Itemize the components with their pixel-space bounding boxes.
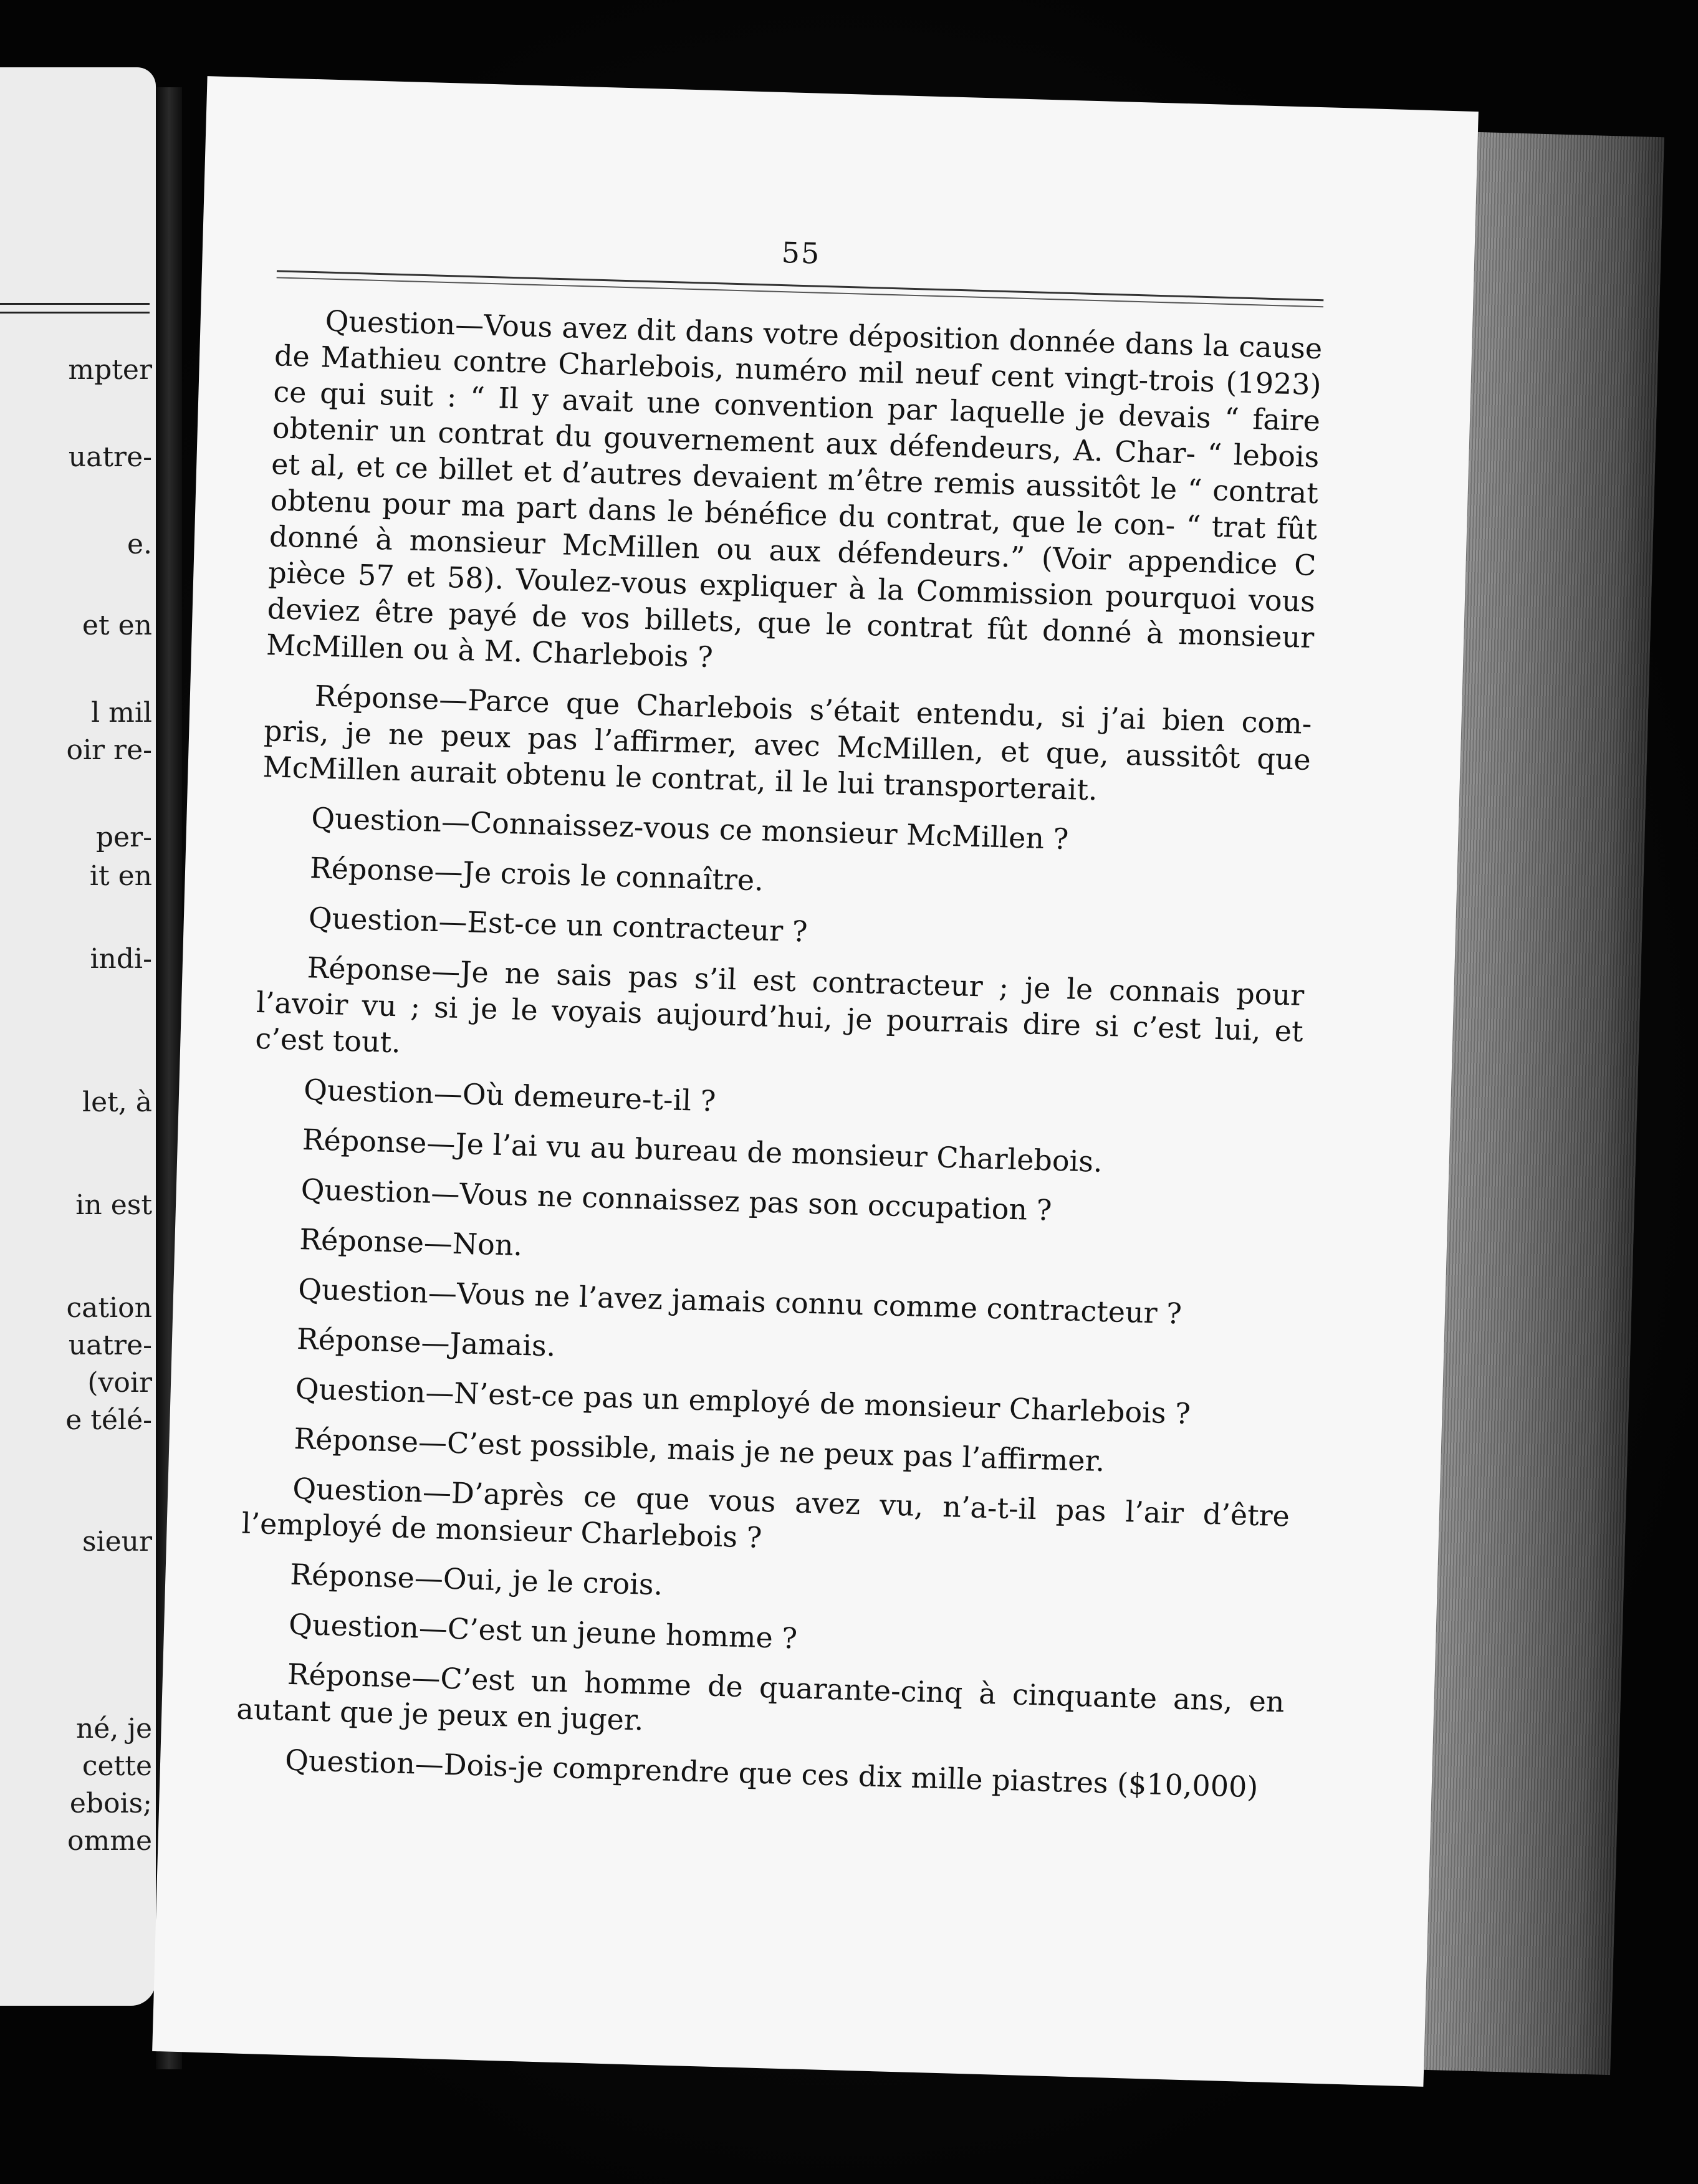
paragraph-answer: Réponse—Je l’ai vu au bureau de monsieur Charlebois. — [302, 1123, 1103, 1179]
page-body — [234, 301, 1323, 1819]
left-page-line: in est — [75, 1189, 152, 1221]
left-header-rule-secondary — [0, 312, 150, 314]
paragraph-answer: Réponse—Oui, je le crois. — [289, 1557, 663, 1602]
left-page-line: oir re- — [66, 734, 152, 766]
page-text-block — [236, 221, 1325, 1804]
left-page-line: mpter — [68, 354, 152, 386]
paragraph-question: Question—Vous avez dit dans votre déposition donnée dans la cause de Mathieu contre Charlebois, numéro mil neuf cent vingt-trois (1923) ce qui suit : “ Il y avait une convention par laquelle je devais “ faire obtenir un contrat du gouvernement aux défendeurs, A. Char- “ lebois et al, et ce billet et d’autres devaient m’être remis aussitôt le “ contrat obtenu pour ma part dans le bénéfice du contrat, que le con- “ trat fût donné à monsieur McMillen ou aux défendeurs.” (Voir appendice C pièce 57 et 58). Voulez-vous expliquer à la Commission pourquoi vous deviez être payé de vos billets, que le contrat fût donné à monsieur McMillen ou à M. Charlebois ? — [266, 304, 1323, 674]
left-page-line: ebois; — [69, 1788, 152, 1819]
left-page-line: et en — [82, 610, 152, 641]
left-page-line: let, à — [82, 1086, 152, 1118]
left-page-line: uatre- — [68, 1329, 152, 1361]
paragraph-answer: Réponse—C’est possible, mais je ne peux pas l’affirmer. — [293, 1421, 1105, 1478]
left-page-line: omme — [67, 1825, 152, 1857]
left-page-line: per- — [95, 821, 152, 853]
left-page-line: it en — [89, 860, 152, 892]
left-page-line: e. — [127, 529, 152, 560]
paragraph-question: Question—Dois-je comprendre que ces dix mille piastres ($10,000) — [284, 1743, 1259, 1804]
paragraph-question: Question—Connaissez-vous ce monsieur McMillen ? — [310, 801, 1070, 856]
paragraph-answer: Réponse—Je ne sais pas s’il est contracteur ; je le connais pour l’avoir vu ; si je le voyais aujourd’hui, je pourrais dire si c’est lui, et c’est tout. — [254, 951, 1305, 1060]
paragraph-question: Question—D’après ce que vous avez vu, n’a-t-il pas l’air d’être l’employé de monsieur Charlebois ? — [241, 1471, 1290, 1554]
left-page-line: (voir — [87, 1367, 152, 1399]
paragraph-question: Question—Où demeure-t-il ? — [303, 1073, 717, 1118]
paragraph-question: Question—C’est un jeune homme ? — [288, 1607, 798, 1655]
left-page-line: sieur — [82, 1526, 152, 1558]
left-page-line: cette — [82, 1750, 152, 1782]
paragraph-question: Question—Vous ne l’avez jamais connu comme contracteur ? — [297, 1272, 1182, 1331]
paragraph-question: Question—N’est-ce pas un employé de monsieur Charlebois ? — [295, 1371, 1191, 1431]
paragraph-question: Question—Vous ne connaissez pas son occupation ? — [300, 1172, 1053, 1227]
left-page-line: indi- — [90, 943, 152, 975]
left-header-rule — [0, 303, 150, 305]
paragraph-question: Question—Est-ce un contracteur ? — [308, 901, 808, 949]
left-page-line: l mil — [91, 697, 152, 729]
paragraph-answer: Réponse—Je crois le connaître. — [309, 851, 764, 898]
paragraph-answer: Réponse—Non. — [299, 1222, 523, 1262]
left-page-line: e télé- — [65, 1404, 152, 1436]
paragraph-answer: Réponse—Parce que Charlebois s’était entendu, si j’ai bien com- pris, je ne peux pas l’affirmer, avec McMillen, et que, aussitôt que McMillen aurait obtenu le contrat, il le lui transporterait. — [262, 679, 1313, 807]
left-page-line: uatre- — [68, 441, 152, 473]
left-page-line: cation — [66, 1292, 152, 1324]
page-number: 55 — [781, 235, 822, 271]
right-page — [152, 76, 1479, 2087]
paragraph-answer: Réponse—C’est un homme de quarante-cinq à cinquante ans, en autant que je peux en juger. — [236, 1657, 1285, 1737]
left-page-fragment — [0, 67, 156, 2006]
paragraph-answer: Réponse—Jamais. — [296, 1321, 557, 1363]
left-page-line: né, je — [75, 1713, 152, 1745]
